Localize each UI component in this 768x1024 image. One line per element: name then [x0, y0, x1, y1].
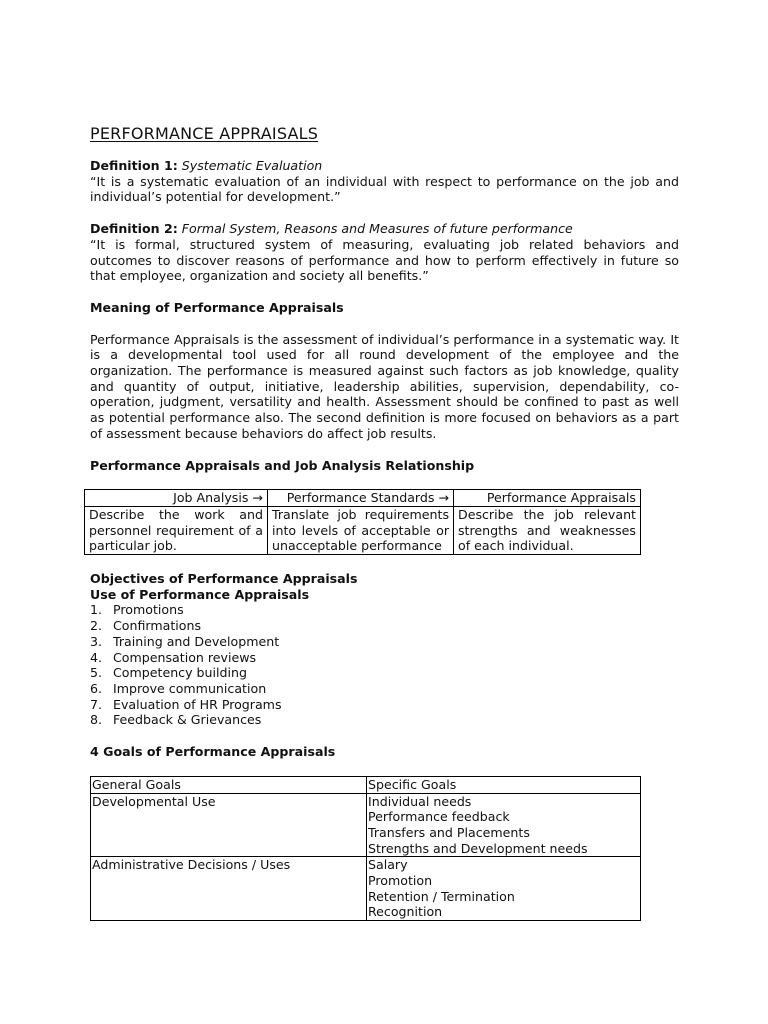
table-header-cell: General Goals — [91, 776, 367, 793]
list-number: 3. — [90, 633, 103, 649]
list-item — [90, 634, 679, 650]
definition-2 — [90, 221, 679, 284]
definition-heading — [90, 221, 679, 237]
list-item — [90, 650, 679, 666]
list-number: 2. — [90, 618, 103, 634]
table-cell: Describe the work and personnel requirement of a particular job. — [85, 506, 268, 554]
list-item — [90, 665, 679, 681]
definition-heading — [90, 158, 679, 174]
list-item-label: Evaluation of HR Programs — [113, 696, 282, 712]
page-title: PERFORMANCE APPRAISALS — [90, 124, 319, 143]
objectives-subheading: Use of Performance Appraisals — [90, 586, 310, 602]
specific-goal: Strengths and Development needs — [368, 840, 588, 856]
definition-text: “It is a systematic evaluation of an individual with respect to performance on the job and individual’s potential for development.” — [90, 173, 679, 205]
meaning-paragraph: Performance Appraisals is the assessment of individual’s performance in a systematic way. It is a developmental tool used for all round development of the employee and the organization. The performance is measured against such factors as job knowledge, quality and quantity of output, initiative, leadership abilities, supervision, dependability, co-operation, judgment, versatility and health. Assessment should be confined to past as well as potential performance also. The second definition is more focused on behaviors as a part of assessment because behaviors do affect job results. — [90, 331, 679, 441]
table-row — [85, 506, 641, 554]
list-item-label: Confirmations — [113, 618, 202, 634]
list-item — [90, 681, 679, 697]
list-number: 4. — [90, 649, 103, 665]
list-item-label: Improve communication — [113, 680, 267, 696]
objectives-list — [90, 602, 679, 728]
specific-goal: Performance feedback — [368, 809, 510, 825]
table-header-cell: Performance Appraisals — [454, 490, 641, 507]
list-number: 8. — [90, 712, 103, 728]
specific-goal: Transfers and Placements — [368, 824, 530, 840]
list-item-label: Promotions — [113, 602, 184, 618]
list-item-label: Competency building — [113, 665, 247, 681]
list-item — [90, 618, 679, 634]
definition-text: “It is formal, structured system of measuring, evaluating job related behaviors and outcomes to discover reasons of performance and how to perform effectively in future so that employee, organization and society all benefits.” — [90, 236, 679, 284]
specific-goal: Promotion — [368, 873, 433, 889]
list-number: 7. — [90, 696, 103, 712]
table-row — [91, 793, 641, 857]
meaning-heading: Meaning of Performance Appraisals — [90, 299, 344, 315]
goals-table — [90, 776, 641, 921]
definition-subtitle: Formal System, Reasons and Measures of future performance — [181, 221, 573, 237]
list-item — [90, 602, 679, 618]
list-item-label: Training and Development — [113, 633, 280, 649]
definition-1 — [90, 158, 679, 205]
table-row — [91, 857, 641, 921]
table-header-cell: Performance Standards → — [268, 490, 454, 507]
definition-label: Definition 2: — [90, 221, 178, 237]
table-cell: Translate job requirements into levels of acceptable or unacceptable performance — [268, 506, 454, 554]
specific-goal: Salary — [368, 857, 408, 873]
objectives-heading: Objectives of Performance Appraisals — [90, 571, 358, 587]
table-header-row — [91, 776, 641, 793]
general-goal-cell: Administrative Decisions / Uses — [91, 857, 367, 921]
specific-goal: Retention / Termination — [368, 888, 515, 904]
list-number: 1. — [90, 602, 103, 618]
document-page — [90, 124, 679, 921]
relationship-table — [84, 489, 641, 555]
specific-goal: Recognition — [368, 904, 443, 920]
specific-goals-cell — [367, 857, 641, 921]
table-header-row — [85, 490, 641, 507]
goals-heading: 4 Goals of Performance Appraisals — [90, 744, 336, 760]
list-item-label: Compensation reviews — [113, 649, 257, 665]
table-cell: Describe the job relevant strengths and weaknesses of each individual. — [454, 506, 641, 554]
list-item — [90, 697, 679, 713]
specific-goals-cell — [367, 793, 641, 857]
list-number: 5. — [90, 665, 103, 681]
list-item — [90, 712, 679, 728]
specific-goal: Individual needs — [368, 793, 472, 809]
list-item-label: Feedback & Grievances — [113, 712, 262, 728]
definition-label: Definition 1: — [90, 158, 178, 173]
relationship-heading: Performance Appraisals and Job Analysis Relationship — [90, 457, 475, 473]
table-header-cell: Job Analysis → — [85, 490, 268, 507]
general-goal-cell: Developmental Use — [91, 793, 367, 857]
definition-subtitle: Systematic Evaluation — [181, 158, 323, 173]
list-number: 6. — [90, 680, 103, 696]
table-header-cell: Specific Goals — [367, 776, 641, 793]
